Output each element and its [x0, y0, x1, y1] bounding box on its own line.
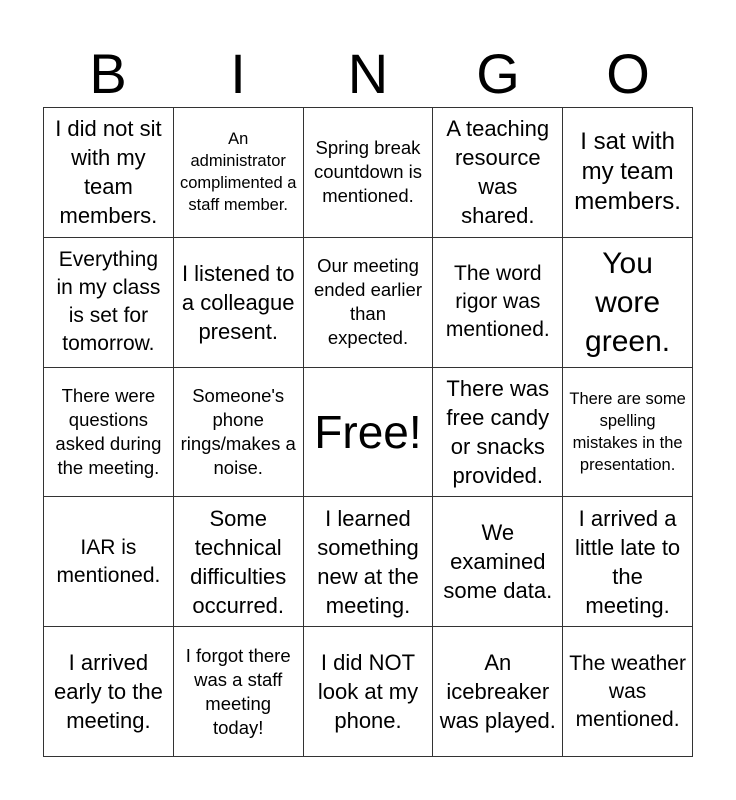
cell-text: IAR is mentioned. — [56, 535, 161, 587]
bingo-cell-r2c4[interactable] — [433, 238, 563, 368]
header-letter-g: G — [476, 42, 520, 105]
cell-text: Everything in my class is set for tomorrow. — [56, 248, 161, 356]
cell-text: There was free candy or snacks provided. — [446, 375, 550, 488]
bingo-cell-r2c5[interactable] — [563, 238, 693, 368]
cell-text: The weather was mentioned. — [569, 651, 686, 731]
bingo-cell-r3c2[interactable] — [174, 368, 304, 498]
cell-text: An administrator complimented a staff member. — [179, 130, 297, 215]
bingo-cell-r2c3[interactable] — [304, 238, 434, 368]
bingo-cell-r3c1[interactable] — [44, 368, 174, 498]
bingo-cell-r4c5[interactable] — [563, 497, 693, 627]
bingo-cell-r5c4[interactable] — [433, 627, 563, 757]
cell-text: A teaching resource was shared. — [446, 116, 550, 229]
cell-text: We examined some data. — [443, 520, 553, 604]
bingo-cell-r5c2[interactable] — [174, 627, 304, 757]
cell-text: Someone's phone rings/makes a noise. — [180, 384, 296, 478]
cell-text: I listened to a colleague present. — [181, 260, 295, 344]
cell-text: There were questions asked during the meeting. — [55, 384, 162, 478]
cell-text: I learned something new at the meeting. — [317, 505, 419, 618]
bingo-cell-r1c3[interactable] — [304, 108, 434, 238]
cell-text: The word rigor was mentioned. — [445, 262, 550, 342]
cell-text: I did not sit with my team members. — [55, 116, 162, 229]
cell-text: There are some spelling mistakes in the presentation. — [569, 389, 686, 474]
bingo-cell-r2c2[interactable] — [174, 238, 304, 368]
header-letter-n: N — [347, 42, 389, 105]
bingo-cell-r3c5[interactable] — [563, 368, 693, 498]
bingo-cell-r1c4[interactable] — [433, 108, 563, 238]
cell-text: I did NOT look at my phone. — [317, 650, 419, 734]
bingo-cell-r5c5[interactable] — [563, 627, 693, 757]
cell-text: Some technical difficulties occurred. — [190, 505, 287, 618]
header-letter-o: O — [606, 42, 650, 105]
cell-text: An icebreaker was played. — [439, 650, 556, 734]
bingo-cell-r3c4[interactable] — [433, 368, 563, 498]
bingo-header — [43, 40, 693, 108]
bingo-cell-r4c2[interactable] — [174, 497, 304, 627]
cell-text: I forgot there was a staff meeting today! — [185, 644, 291, 738]
cell-text: I arrived a little late to the meeting. — [575, 505, 681, 618]
cell-text: I arrived early to the meeting. — [53, 650, 163, 734]
bingo-cell-r5c1[interactable] — [44, 627, 174, 757]
bingo-cell-r4c4[interactable] — [433, 497, 563, 627]
header-letter-b: B — [89, 42, 127, 105]
bingo-cell-r1c1[interactable] — [44, 108, 174, 238]
bingo-board — [43, 107, 693, 757]
bingo-cell-free[interactable] — [304, 368, 434, 498]
bingo-cell-r5c3[interactable] — [304, 627, 434, 757]
bingo-cell-r4c1[interactable] — [44, 497, 174, 627]
cell-text: I sat with my team members. — [574, 128, 681, 216]
bingo-cell-r1c2[interactable] — [174, 108, 304, 238]
bingo-cell-r2c1[interactable] — [44, 238, 174, 368]
header-letter-i: I — [230, 42, 246, 105]
cell-text: Spring break countdown is mentioned. — [314, 137, 422, 207]
cell-text: You wore green. — [585, 246, 671, 358]
bingo-cell-r1c5[interactable] — [563, 108, 693, 238]
bingo-cell-r4c3[interactable] — [304, 497, 434, 627]
free-space-text: Free! — [314, 405, 422, 458]
cell-text: Our meeting ended earlier than expected. — [313, 255, 422, 349]
